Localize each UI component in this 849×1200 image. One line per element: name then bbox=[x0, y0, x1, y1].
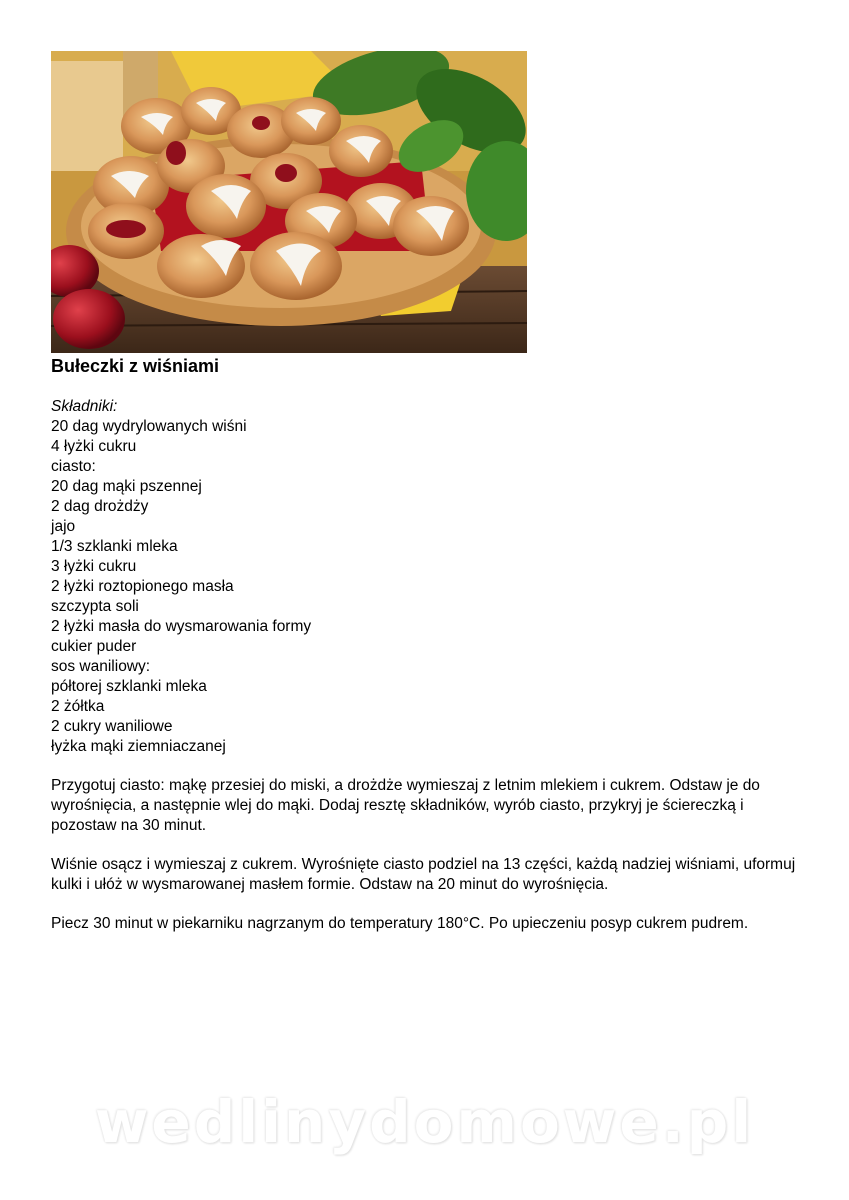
site-watermark: wedlinydomowe.pl bbox=[94, 1088, 755, 1156]
recipe-photo bbox=[51, 51, 527, 353]
recipe-title: Bułeczki z wiśniami bbox=[51, 356, 220, 376]
instruction-paragraph: Wiśnie osącz i wymieszaj z cukrem. Wyrośnięte ciasto podziel na 13 części, każdą nadziej wiśniami, uformuj kulki i ułóż w wysmarowanej masłem formie. Odstaw na 20 minut do wyrośnięcia. bbox=[51, 856, 796, 893]
ingredient-line: sos waniliowy: bbox=[51, 658, 151, 675]
instruction-paragraph: Piecz 30 minut w piekarniku nagrzanym do temperatury 180°C. Po upieczeniu posyp cukrem pudrem. bbox=[51, 915, 749, 932]
ingredient-line: jajo bbox=[51, 518, 76, 535]
ingredient-line: ciasto: bbox=[51, 458, 96, 475]
ingredient-line: 20 dag mąki pszennej bbox=[51, 478, 202, 495]
ingredient-line: cukier puder bbox=[51, 638, 137, 655]
ingredient-line: szczypta soli bbox=[51, 598, 139, 615]
ingredient-line: 2 łyżki masła do wysmarowania formy bbox=[51, 618, 312, 635]
ingredient-line: 1/3 szklanki mleka bbox=[51, 538, 178, 555]
ingredient-line: łyżka mąki ziemniaczanej bbox=[51, 738, 226, 755]
instructions-section bbox=[51, 776, 801, 953]
ingredient-line: 3 łyżki cukru bbox=[51, 558, 137, 575]
ingredient-line: 4 łyżki cukru bbox=[51, 438, 137, 455]
ingredients-label: Składniki: bbox=[51, 398, 118, 415]
ingredient-line: 2 cukry waniliowe bbox=[51, 718, 173, 735]
ingredient-line: 2 łyżki roztopionego masła bbox=[51, 578, 234, 595]
ingredient-line: 20 dag wydrylowanych wiśni bbox=[51, 418, 247, 435]
instruction-paragraph: Przygotuj ciasto: mąkę przesiej do miski, a drożdże wymieszaj z letnim mlekiem i cukrem. Odstaw je do wyrośnięcia, a następnie wlej do mąki. Dodaj resztę składników, wyrób ciasto, przykryj je ściereczką i pozostaw na 30 minut. bbox=[51, 777, 760, 834]
ingredients-section bbox=[51, 397, 311, 757]
ingredient-line: 2 dag drożdży bbox=[51, 498, 149, 515]
ingredient-line: półtorej szklanki mleka bbox=[51, 678, 207, 695]
ingredient-line: 2 żółtka bbox=[51, 698, 105, 715]
